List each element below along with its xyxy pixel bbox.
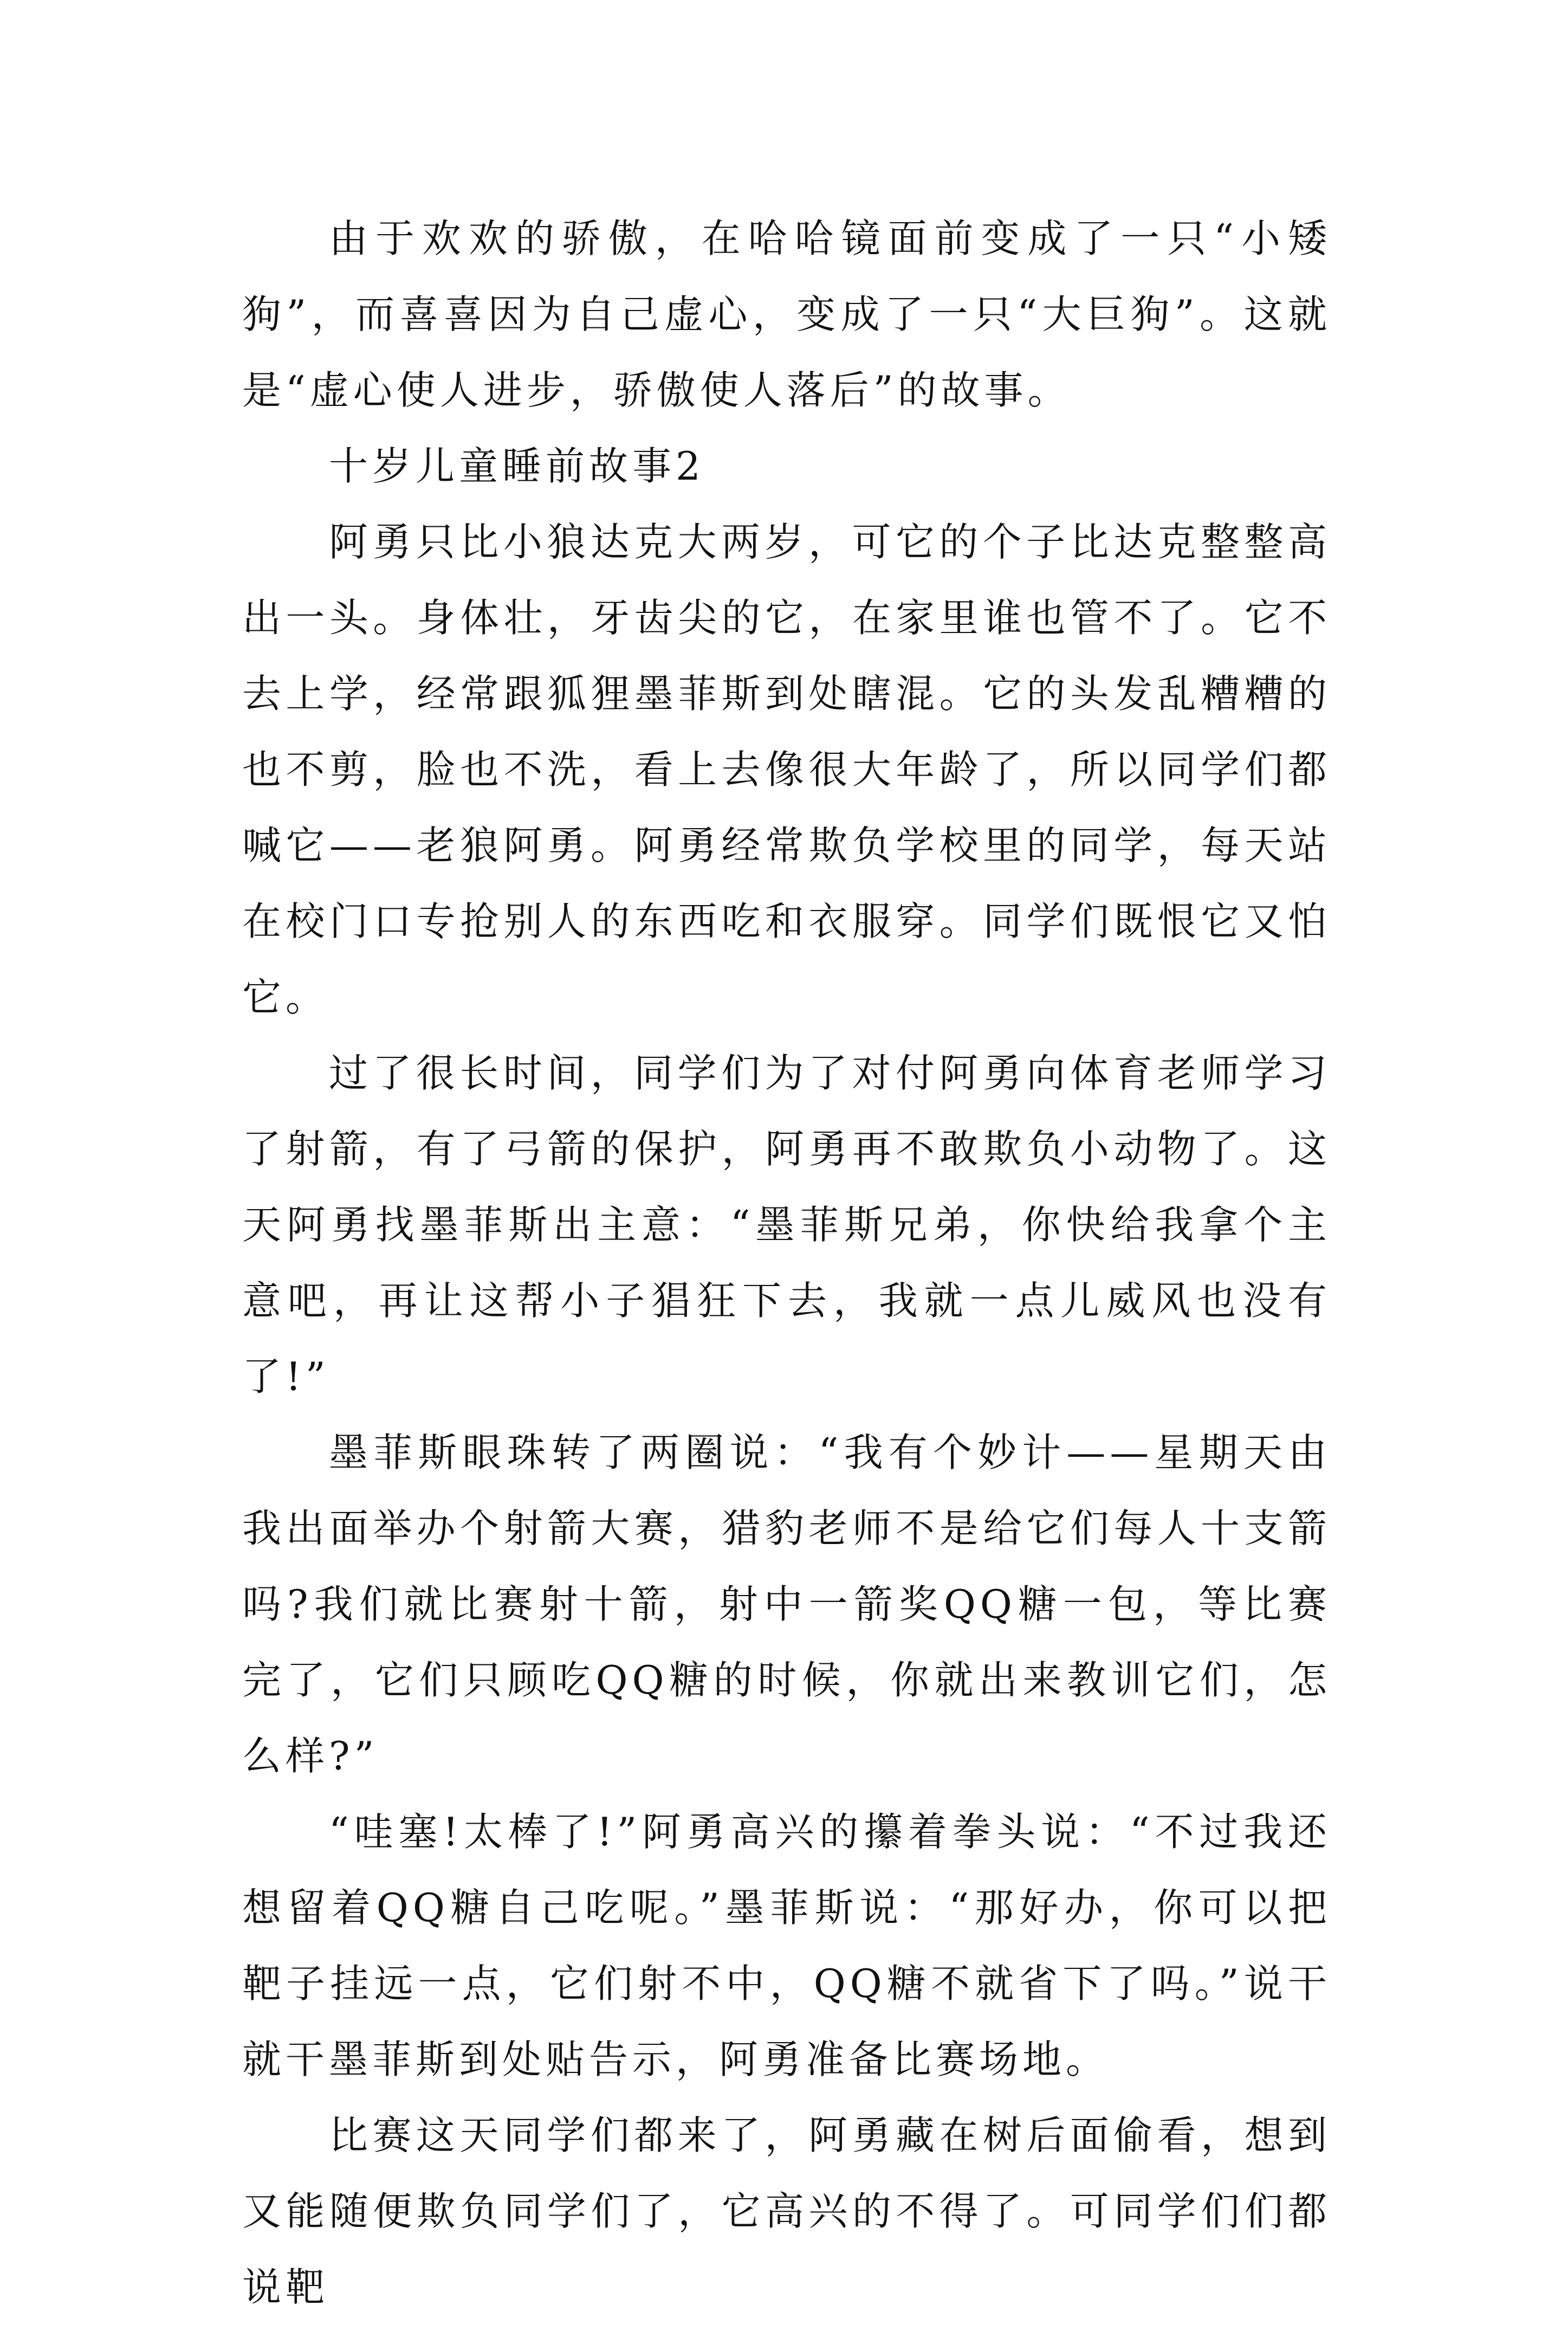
paragraph-3: 过了很长时间，同学们为了对付阿勇向体育老师学习了射箭，有了弓箭的保护，阿勇再不敢欺负小动物了。这天阿勇找墨菲斯出主意：“墨菲斯兄弟，你快给我拿个主意吧，再让这帮小子猖狂下去，我就一点儿威风也没有了!” (242, 1050, 1331, 1399)
paragraph-6: 比赛这天同学们都来了，阿勇藏在树后面偷看，想到又能随便欺负同学们了，它高兴的不得了。可同学们们都说靶 (242, 2113, 1331, 2310)
paragraph-4: 墨菲斯眼珠转了两圈说：“我有个妙计——星期天由我出面举办个射箭大赛，猎豹老师不是给它们每人十支箭吗?我们就比赛射十箭，射中一箭奖QQ糖一包，等比赛完了，它们只顾吃QQ糖的时候，你就出来教训它们，怎么样?” (242, 1430, 1331, 1779)
document-body (242, 201, 1331, 2325)
paragraph-2: 阿勇只比小狼达克大两岁，可它的个子比达克整整高出一头。身体壮，牙齿尖的它，在家里谁也管不了。它不去上学，经常跟狐狸墨菲斯到处瞎混。它的头发乱糟糟的也不剪，脸也不洗，看上去像很大年龄了，所以同学们都喊它——老狼阿勇。阿勇经常欺负学校里的同学，每天站在校门口专抢别人的东西吃和衣服穿。同学们既恨它又怕它。 (242, 519, 1331, 1020)
section-heading: 十岁儿童睡前故事2 (329, 443, 705, 489)
paragraph-5: “哇塞!太棒了!”阿勇高兴的攥着拳头说：“不过我还想留着QQ糖自己吃呢。”墨菲斯说：“那好办，你可以把靶子挂远一点，它们射不中，QQ糖不就省下了吗。”说干就干墨菲斯到处贴告示，阿勇准备比赛场地。 (242, 1809, 1331, 2082)
paragraph-1: 由于欢欢的骄傲，在哈哈镜面前变成了一只“小矮狗”，而喜喜因为自己虚心，变成了一只“大巨狗”。这就是“虚心使人进步，骄傲使人落后”的故事。 (242, 216, 1331, 413)
